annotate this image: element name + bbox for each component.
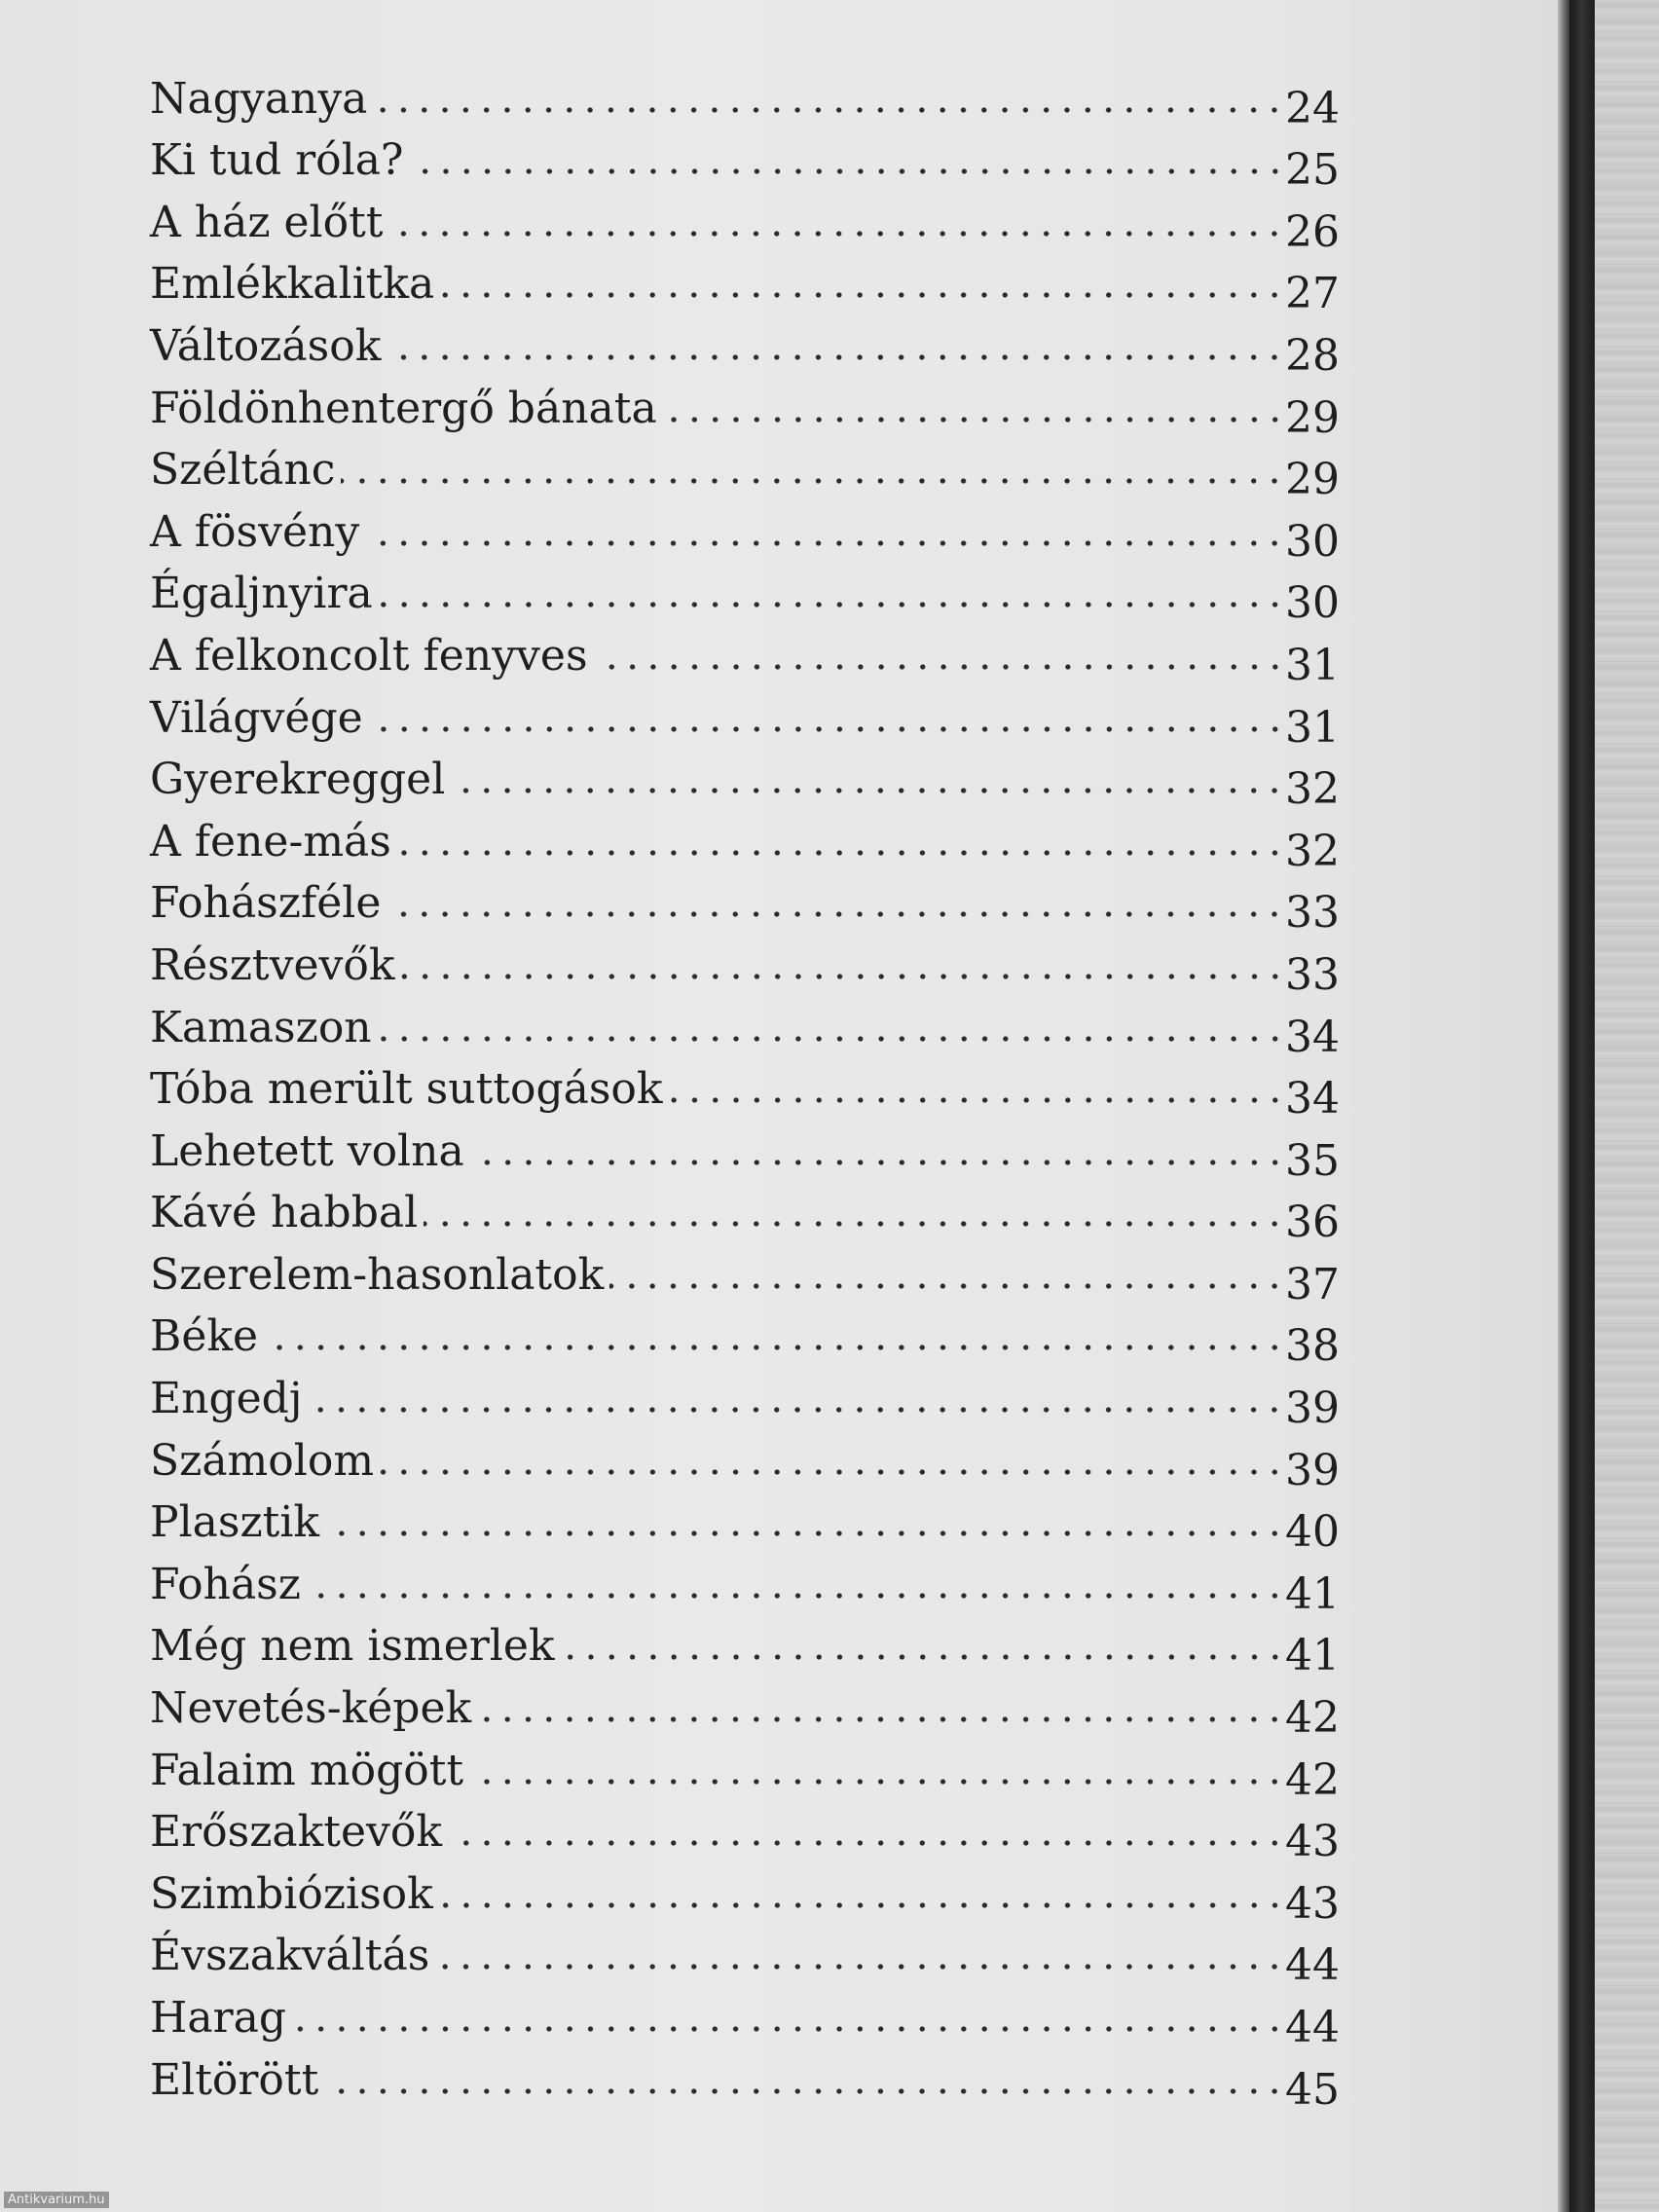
toc-entry-title: Plasztik (150, 1497, 320, 1548)
toc-entry-title: Világvége (150, 692, 363, 743)
toc-entry-title: A ház előtt (150, 197, 384, 247)
watermark-text: Antikvarium.hu (4, 2192, 109, 2208)
toc-entry-title: Égaljnyira (150, 569, 373, 619)
toc-entry-page-number: 37 (1285, 1259, 1340, 1309)
toc-entry-page-number: 39 (1285, 1383, 1340, 1434)
toc-entry-page-number: 29 (1285, 455, 1340, 505)
toc-entry-page-number: 32 (1285, 764, 1340, 815)
dot-leader (440, 292, 1285, 298)
toc-entry-page-number: 44 (1285, 1940, 1340, 1991)
toc-entry-title: Erőszaktevők (150, 1807, 443, 1858)
toc-entry-title: Fohászféle (150, 878, 382, 929)
toc-entry (150, 1544, 1340, 1619)
dot-leader (609, 1283, 1285, 1289)
toc-entry-title: Nevetés-képek (150, 1683, 472, 1734)
toc-entry-title: Falaim mögött (150, 1745, 464, 1795)
toc-entry-page-number: 33 (1285, 888, 1340, 939)
toc-entry (150, 1730, 1340, 1805)
toc-entry-title: Harag (150, 1993, 287, 2043)
toc-entry (150, 1420, 1340, 1495)
toc-entry (150, 864, 1340, 939)
dot-leader (324, 2088, 1285, 2094)
toc-entry-title: Béke (150, 1311, 259, 1362)
dot-leader (470, 1160, 1285, 1165)
toc-entry (150, 1297, 1340, 1372)
toc-entry-title: A fösvény (150, 506, 360, 557)
toc-entry-page-number: 38 (1285, 1321, 1340, 1372)
toc-entry-title: A fene-más (150, 816, 391, 866)
dot-leader (663, 417, 1285, 423)
dot-leader (373, 107, 1285, 113)
book-cover-edge (1569, 0, 1595, 2212)
dot-leader (669, 1097, 1285, 1103)
toc-entry-page-number: 36 (1285, 1198, 1340, 1248)
toc-entry-title: Engedj (150, 1374, 303, 1424)
toc-entry-page-number: 33 (1285, 949, 1340, 1000)
table-of-contents (150, 58, 1340, 2115)
toc-entry-title: Szimbiózisok (150, 1868, 433, 1919)
toc-entry-title: Lehetett volna (150, 1125, 464, 1176)
toc-entry-page-number: 44 (1285, 2003, 1340, 2052)
toc-entry-title: Évszakváltás (150, 1931, 430, 1981)
toc-entry-page-number: 41 (1285, 1568, 1340, 1619)
dot-leader (397, 850, 1285, 856)
toc-entry (150, 1358, 1340, 1434)
toc-entry-page-number: 24 (1285, 83, 1340, 133)
toc-entry-page-number: 32 (1285, 826, 1340, 876)
toc-entry-title: A felkoncolt fenyves (150, 630, 588, 681)
toc-entry (150, 492, 1340, 567)
dot-leader (561, 1654, 1285, 1660)
toc-entry-title: Tóba merült suttogások (150, 1064, 663, 1115)
toc-entry (150, 1668, 1340, 1744)
toc-entry-title: Eltörött (150, 2054, 319, 2105)
dot-leader (264, 1345, 1285, 1350)
toc-entry-page-number: 27 (1285, 269, 1340, 319)
toc-entry (150, 1111, 1340, 1186)
toc-entry (150, 1792, 1340, 1867)
toc-entry (150, 121, 1340, 196)
dot-leader (378, 1036, 1285, 1042)
toc-entry (150, 1977, 1340, 2052)
toc-entry (150, 740, 1340, 815)
toc-entry-title: Résztvevők (150, 940, 395, 990)
dot-leader (424, 1221, 1285, 1227)
toc-entry-page-number: 26 (1285, 206, 1340, 257)
dot-leader (594, 664, 1285, 670)
toc-entry-title: Számolom (150, 1435, 375, 1486)
toc-entry (150, 925, 1340, 1000)
toc-entry (150, 1854, 1340, 1929)
dot-leader (451, 788, 1285, 793)
toc-entry (150, 1483, 1340, 1558)
toc-entry-page-number: 45 (1285, 2064, 1340, 2115)
toc-entry (150, 306, 1340, 381)
toc-entry-page-number: 43 (1285, 1817, 1340, 1867)
toc-entry (150, 678, 1340, 753)
toc-entry-title: Emlékkalitka (150, 259, 435, 310)
toc-entry-page-number: 30 (1285, 578, 1340, 629)
dot-leader (388, 231, 1285, 237)
toc-entry-title: Ki tud róla? (150, 135, 404, 186)
toc-entry (150, 368, 1340, 443)
dot-leader (435, 1964, 1285, 1970)
toc-entry-page-number: 41 (1285, 1631, 1340, 1681)
dot-leader (439, 1902, 1285, 1908)
toc-entry-page-number: 35 (1285, 1135, 1340, 1186)
toc-entry-page-number: 31 (1285, 702, 1340, 753)
toc-entry-page-number: 43 (1285, 1878, 1340, 1929)
toc-entry-page-number: 28 (1285, 330, 1340, 381)
page-edge (1558, 0, 1569, 2212)
toc-entry (150, 554, 1340, 629)
background-surface (1595, 0, 1659, 2212)
toc-entry-page-number: 29 (1285, 392, 1340, 443)
toc-entry (150, 244, 1340, 319)
toc-entry-page-number: 30 (1285, 516, 1340, 567)
toc-entry-page-number: 25 (1285, 145, 1340, 196)
dot-leader (308, 1407, 1285, 1413)
toc-entry (150, 1173, 1340, 1248)
dot-leader (380, 1469, 1285, 1475)
dot-leader (448, 1840, 1285, 1846)
toc-entry-title: Földönhentergő bánata (150, 383, 657, 433)
toc-entry-title: Kamaszon (150, 1002, 372, 1052)
toc-entry (150, 1606, 1340, 1681)
toc-entry-title: Fohász (150, 1559, 301, 1609)
dot-leader (325, 1530, 1285, 1536)
toc-entry-page-number: 34 (1285, 1012, 1340, 1062)
dot-leader (307, 1593, 1285, 1599)
dot-leader (469, 1779, 1285, 1785)
toc-entry-title: Nagyanya (150, 73, 368, 124)
toc-entry (150, 1235, 1340, 1309)
toc-entry-title: Kávé habbal (150, 1188, 419, 1238)
dot-leader (387, 354, 1285, 360)
toc-entry-page-number: 42 (1285, 1754, 1340, 1805)
toc-entry (150, 430, 1340, 505)
dot-leader (379, 602, 1285, 608)
toc-entry-page-number: 39 (1285, 1445, 1340, 1495)
dot-leader (292, 2026, 1285, 2032)
toc-entry (150, 2040, 1340, 2115)
toc-entry-title: Széltánc (150, 445, 336, 496)
toc-entry-title: Változások (150, 320, 382, 371)
toc-entry-page-number: 40 (1285, 1507, 1340, 1558)
toc-entry-page-number: 31 (1285, 640, 1340, 690)
dot-leader (401, 974, 1285, 979)
toc-entry-title: Gyerekreggel (150, 755, 446, 805)
toc-entry-page-number: 42 (1285, 1693, 1340, 1744)
dot-leader (369, 726, 1285, 732)
toc-entry (150, 801, 1340, 876)
dot-leader (387, 911, 1285, 917)
toc-entry (150, 1916, 1340, 1991)
toc-entry-page-number: 34 (1285, 1074, 1340, 1124)
toc-entry-title: Szerelem-hasonlatok (150, 1249, 605, 1300)
dot-leader (410, 168, 1285, 174)
dot-leader (477, 1716, 1285, 1722)
toc-entry (150, 1050, 1340, 1124)
toc-entry (150, 615, 1340, 690)
toc-entry (150, 58, 1340, 133)
toc-entry-title: Még nem ismerlek (150, 1621, 555, 1672)
toc-entry (150, 182, 1340, 257)
dot-leader (341, 478, 1285, 484)
toc-entry (150, 987, 1340, 1062)
dot-leader (365, 540, 1285, 546)
